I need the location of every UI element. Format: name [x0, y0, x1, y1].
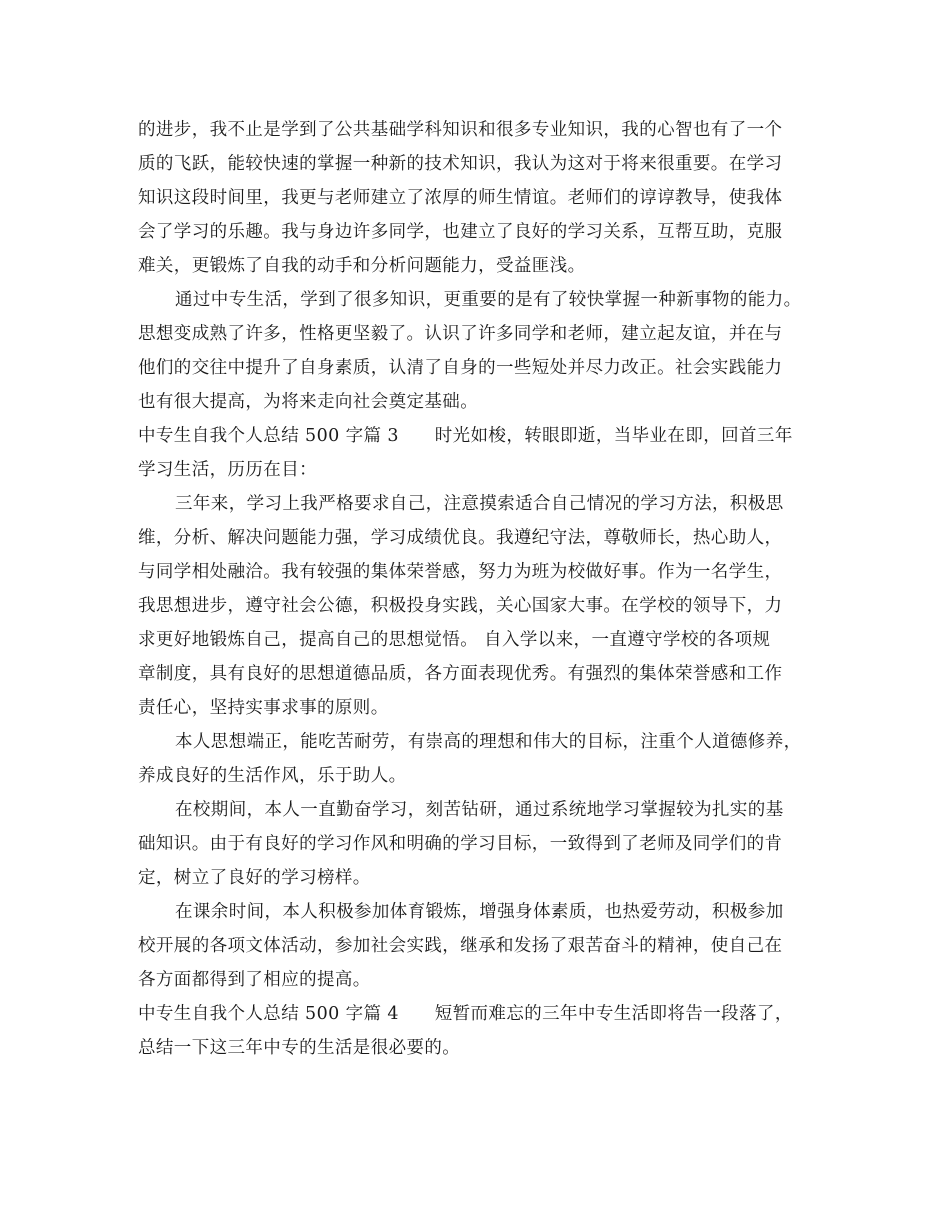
section-heading-line: 中专生自我个人总结 500 字篇 4 短暂而难忘的三年中专生活即将告一段落了， — [138, 1004, 793, 1024]
text-line: 质的飞跃，能较快速的掌握一种新的技术知识，我认为这对于将来很重要。在学习 — [138, 154, 783, 174]
text-line: 与同学相处融洽。我有较强的集体荣誉感，努力为班为校做好事。作为一名学生， — [138, 562, 783, 582]
text-line: 会了学习的乐趣。我与身边许多同学，也建立了良好的学习关系，互帮互助，克服 — [138, 222, 783, 242]
text-line: 学习生活，历历在目： — [138, 460, 317, 480]
text-line: 养成良好的生活作风，乐于助人。 — [138, 766, 407, 786]
text-line: 定，树立了良好的学习榜样。 — [138, 868, 371, 888]
paragraph-first-line: 通过中专生活，学到了很多知识，更重要的是有了较快掌握一种新事物的能力。 — [175, 290, 802, 310]
text-line: 知识这段时间里，我更与老师建立了浓厚的师生情谊。老师们的谆谆教导，使我体 — [138, 188, 783, 208]
text-line: 各方面都得到了相应的提高。 — [138, 970, 371, 990]
text-line: 章制度，具有良好的思想道德品质，各方面表现优秀。有强烈的集体荣誉感和工作 — [138, 664, 783, 684]
section-heading-line: 中专生自我个人总结 500 字篇 3 时光如梭，转眼即逝，当毕业在即，回首三年 — [138, 426, 793, 446]
text-line: 难关，更锻炼了自我的动手和分析问题能力，受益匪浅。 — [138, 256, 586, 276]
text-line: 维，分析、解决问题能力强，学习成绩优良。我遵纪守法，尊敬师长，热心助人， — [138, 528, 783, 548]
text-line: 校开展的各项文体活动，参加社会实践，继承和发扬了艰苦奋斗的精神，使自己在 — [138, 936, 783, 956]
text-line: 思想变成熟了许多，性格更坚毅了。认识了许多同学和老师，建立起友谊，并在与 — [138, 324, 783, 344]
text-line: 也有很大提高，为将来走向社会奠定基础。 — [138, 392, 479, 412]
text-line: 的进步，我不止是学到了公共基础学科知识和很多专业知识，我的心智也有了一个 — [138, 120, 783, 140]
paragraph-first-line: 本人思想端正，能吃苦耐劳，有崇高的理想和伟大的目标，注重个人道德修养， — [175, 732, 802, 752]
text-line: 础知识。由于有良好的学习作风和明确的学习目标，一致得到了老师及同学们的肯 — [138, 834, 783, 854]
text-line: 责任心，坚持实事求事的原则。 — [138, 698, 389, 718]
text-line: 我思想进步，遵守社会公德，积极投身实践，关心国家大事。在学校的领导下，力 — [138, 596, 783, 616]
text-line: 总结一下这三年中专的生活是很必要的。 — [138, 1038, 461, 1058]
text-line: 他们的交往中提升了自身素质，认清了自身的一些短处并尽力改正。社会实践能力 — [138, 358, 783, 378]
text-line: 求更好地锻炼自己，提高自己的思想觉悟。 自入学以来，一直遵守学校的各项规 — [138, 630, 771, 650]
paragraph-first-line: 三年来，学习上我严格要求自己，注意摸索适合自己情况的学习方法，积极思 — [175, 494, 784, 514]
paragraph-first-line: 在课余时间，本人积极参加体育锻炼，增强身体素质，也热爱劳动，积极参加 — [175, 902, 784, 922]
paragraph-first-line: 在校期间，本人一直勤奋学习，刻苦钻研，通过系统地学习掌握较为扎实的基 — [175, 800, 784, 820]
